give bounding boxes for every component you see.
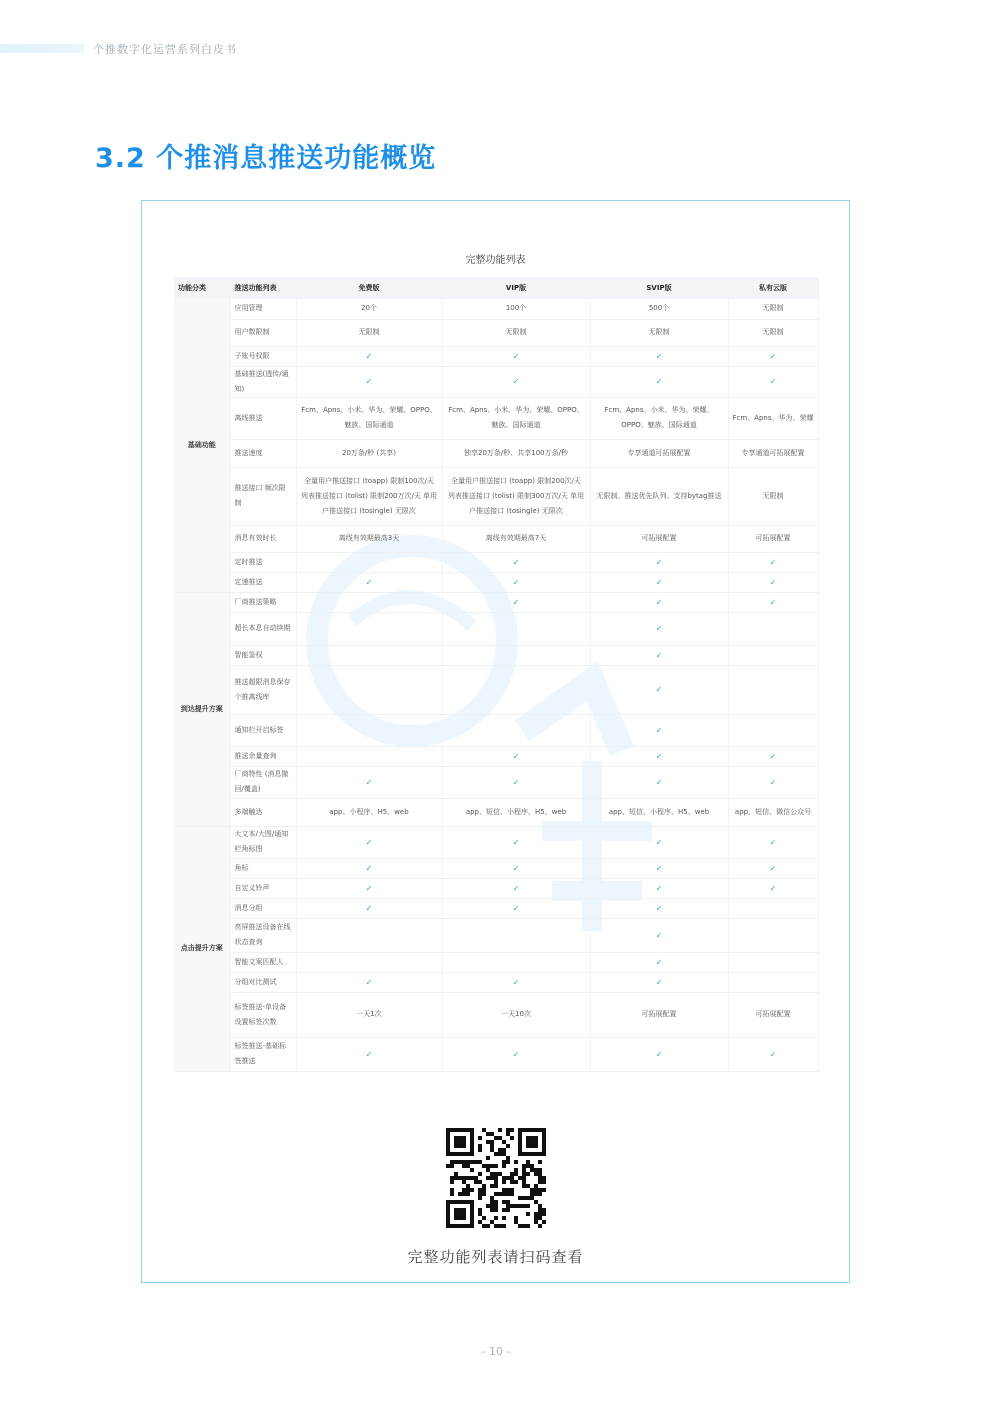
feature-name: 超长本息自动续期: [230, 612, 296, 645]
check-icon: ✓: [728, 746, 818, 766]
value-cell: [728, 952, 818, 972]
value-cell: [296, 592, 442, 612]
table-row: [174, 878, 818, 898]
section-title: 3.2 个推消息推送功能概览: [95, 143, 437, 174]
value-cell: [728, 972, 818, 992]
check-icon: ✓: [728, 858, 818, 878]
check-icon: ✓: [590, 746, 728, 766]
table-title: 完整功能列表: [465, 255, 526, 266]
check-icon: ✓: [442, 552, 590, 572]
check-icon: ✓: [590, 552, 728, 572]
column-header: VIP版: [442, 277, 590, 299]
value-cell: 100个: [442, 299, 590, 319]
check-icon: ✓: [728, 1037, 818, 1071]
check-icon: ✓: [590, 878, 728, 898]
value-cell: 无限制: [442, 319, 590, 346]
column-header: 私有云版: [728, 277, 818, 299]
value-cell: [728, 714, 818, 746]
value-cell: 全量用户推送接口 (toapp) 限制200次/天 列表推送接口 (tolist) 限制300万次/天 单用户推送接口 (tosingle) 无限次: [442, 467, 590, 525]
table-row: [174, 918, 818, 952]
check-icon: ✓: [442, 346, 590, 366]
value-cell: [728, 918, 818, 952]
value-cell: [442, 645, 590, 665]
feature-name: 大文本/大图/通知栏角标图: [230, 826, 296, 858]
column-header: 功能分类: [174, 277, 230, 299]
value-cell: [728, 645, 818, 665]
value-cell: 专享通道可拓展配置: [728, 439, 818, 467]
feature-name: 基础推送(透传/通知): [230, 366, 296, 397]
feature-name: 智能鉴权: [230, 645, 296, 665]
feature-name: 消息分组: [230, 898, 296, 918]
check-icon: ✓: [296, 878, 442, 898]
check-icon: ✓: [590, 952, 728, 972]
check-icon: ✓: [296, 972, 442, 992]
category-cell: 点击提升方案: [174, 826, 230, 1071]
feature-name: 角标: [230, 858, 296, 878]
table-row: [174, 665, 818, 714]
table-row: [174, 858, 818, 878]
category-cell: 基础功能: [174, 299, 230, 592]
value-cell: [296, 746, 442, 766]
table-row: [174, 798, 818, 826]
check-icon: ✓: [442, 766, 590, 798]
table-row: [174, 952, 818, 972]
feature-name: 推送接口 频次限制: [230, 467, 296, 525]
value-cell: 无限制: [728, 299, 818, 319]
feature-name: 厂商推送策略: [230, 592, 296, 612]
value-cell: [442, 714, 590, 746]
category-cell: 到达提升方案: [174, 592, 230, 826]
table-row: [174, 746, 818, 766]
feature-table-frame: [141, 200, 850, 1283]
table-row: [174, 467, 818, 525]
check-icon: ✓: [590, 918, 728, 952]
value-cell: Fcm、Apns、华为、荣耀: [728, 397, 818, 439]
check-icon: ✓: [442, 898, 590, 918]
feature-name: 用户数限制: [230, 319, 296, 346]
feature-name: 厂商特性 (消息撤回/覆盖): [230, 766, 296, 798]
column-header: 推送功能列表: [230, 277, 296, 299]
check-icon: ✓: [296, 766, 442, 798]
check-icon: ✓: [728, 592, 818, 612]
table-row: [174, 592, 818, 612]
value-cell: 离线有效期最高3天: [296, 525, 442, 552]
feature-name: 通知栏开启标签: [230, 714, 296, 746]
check-icon: ✓: [296, 826, 442, 858]
check-icon: ✓: [590, 346, 728, 366]
column-header: SVIP版: [590, 277, 728, 299]
feature-name: 自定义铃声: [230, 878, 296, 898]
check-icon: ✓: [442, 1037, 590, 1071]
value-cell: 一天1次: [296, 992, 442, 1037]
value-cell: [296, 612, 442, 645]
check-icon: ✓: [590, 714, 728, 746]
check-icon: ✓: [728, 552, 818, 572]
table-row: [174, 992, 818, 1037]
value-cell: [442, 612, 590, 645]
check-icon: ✓: [590, 826, 728, 858]
check-icon: ✓: [590, 898, 728, 918]
qr-caption: 完整功能列表请扫码查看: [407, 1248, 584, 1266]
table-row: [174, 346, 818, 366]
feature-name: 推送超限消息保存个推离线库: [230, 665, 296, 714]
feature-name: 子账号权限: [230, 346, 296, 366]
value-cell: 可拓展配置: [728, 525, 818, 552]
check-icon: ✓: [442, 746, 590, 766]
value-cell: app、短信、小程序、H5、web: [442, 798, 590, 826]
check-icon: ✓: [728, 826, 818, 858]
value-cell: 无限制: [728, 319, 818, 346]
feature-name: 智能文案匹配人: [230, 952, 296, 972]
value-cell: 专享通道可拓展配置: [590, 439, 728, 467]
value-cell: 20万条/秒 (共享): [296, 439, 442, 467]
header-accent-bar: [0, 44, 84, 53]
table-row: [174, 1037, 818, 1071]
value-cell: 离线有效期最高7天: [442, 525, 590, 552]
table-row: [174, 572, 818, 592]
check-icon: ✓: [728, 878, 818, 898]
value-cell: Fcm、Apns、小米、华为、荣耀、OPPO、魅族、国际通道: [296, 397, 442, 439]
value-cell: [296, 714, 442, 746]
table-row: [174, 552, 818, 572]
check-icon: ✓: [442, 858, 590, 878]
value-cell: 无限制: [728, 467, 818, 525]
value-cell: 500个: [590, 299, 728, 319]
check-icon: ✓: [728, 366, 818, 397]
value-cell: 20个: [296, 299, 442, 319]
value-cell: app、短信、小程序、H5、web: [590, 798, 728, 826]
value-cell: 可拓展配置: [728, 992, 818, 1037]
value-cell: Fcm、Apns、小米、华为、荣耀、OPPO、魅族、国际通道: [442, 397, 590, 439]
check-icon: ✓: [590, 665, 728, 714]
check-icon: ✓: [442, 826, 590, 858]
check-icon: ✓: [590, 572, 728, 592]
value-cell: 可拓展配置: [590, 525, 728, 552]
value-cell: 无限制、推送优先队列、支持bytag推送: [590, 467, 728, 525]
check-icon: ✓: [442, 972, 590, 992]
table-row: [174, 299, 818, 319]
table-row: [174, 612, 818, 645]
feature-name: 推送余量查询: [230, 746, 296, 766]
feature-name: 应用管理: [230, 299, 296, 319]
check-icon: ✓: [590, 858, 728, 878]
check-icon: ✓: [728, 346, 818, 366]
table-header-row: [174, 277, 818, 299]
value-cell: [442, 952, 590, 972]
value-cell: 无限制: [590, 319, 728, 346]
check-icon: ✓: [590, 592, 728, 612]
value-cell: [296, 665, 442, 714]
check-icon: ✓: [590, 766, 728, 798]
table-row: [174, 366, 818, 397]
check-icon: ✓: [296, 858, 442, 878]
feature-name: 定时推送: [230, 552, 296, 572]
check-icon: ✓: [590, 366, 728, 397]
value-cell: [728, 665, 818, 714]
value-cell: app、小程序、H5、web: [296, 798, 442, 826]
value-cell: [296, 645, 442, 665]
table-row: [174, 397, 818, 439]
value-cell: 全量用户推送接口 (toapp) 限制100次/天 列表推送接口 (tolist) 限制200万次/天 单用户推送接口 (tosingle) 无限次: [296, 467, 442, 525]
qr-code[interactable]: [446, 1128, 546, 1228]
feature-name: 标签推送-基础标签推送: [230, 1037, 296, 1071]
table-row: [174, 898, 818, 918]
feature-name: 标签推送-单设备设置标签次数: [230, 992, 296, 1037]
check-icon: ✓: [590, 972, 728, 992]
check-icon: ✓: [728, 766, 818, 798]
feature-name: 消息有效时长: [230, 525, 296, 552]
value-cell: [296, 918, 442, 952]
check-icon: ✓: [728, 572, 818, 592]
check-icon: ✓: [296, 1037, 442, 1071]
value-cell: Fcm、Apns、小米、华为、荣耀、OPPO、魅族、国际通道: [590, 397, 728, 439]
table-row: [174, 439, 818, 467]
check-icon: ✓: [442, 592, 590, 612]
check-icon: ✓: [590, 1037, 728, 1071]
feature-name: 推送速度: [230, 439, 296, 467]
feature-comparison-table: [174, 277, 819, 1072]
table-row: [174, 714, 818, 746]
table-row: [174, 972, 818, 992]
check-icon: ✓: [442, 572, 590, 592]
feature-name: 亮屏推送设备在线状态查询: [230, 918, 296, 952]
value-cell: 独享20万条/秒、共享100万条/秒: [442, 439, 590, 467]
check-icon: ✓: [590, 612, 728, 645]
feature-name: 分组对比测试: [230, 972, 296, 992]
value-cell: app、短信、微信公众号: [728, 798, 818, 826]
value-cell: [442, 918, 590, 952]
table-row: [174, 826, 818, 858]
check-icon: ✓: [296, 898, 442, 918]
check-icon: ✓: [442, 878, 590, 898]
feature-name: 离线推送: [230, 397, 296, 439]
check-icon: ✓: [296, 346, 442, 366]
feature-name: 定速推送: [230, 572, 296, 592]
page-number: - 10 -: [481, 1345, 511, 1358]
check-icon: ✓: [442, 366, 590, 397]
table-row: [174, 645, 818, 665]
table-row: [174, 319, 818, 346]
check-icon: ✓: [296, 572, 442, 592]
table-row: [174, 525, 818, 552]
value-cell: 无限制: [296, 319, 442, 346]
value-cell: [296, 552, 442, 572]
column-header: 免费版: [296, 277, 442, 299]
check-icon: ✓: [590, 645, 728, 665]
running-title: 个推数字化运营系列白皮书: [93, 43, 237, 56]
value-cell: [442, 665, 590, 714]
value-cell: [728, 898, 818, 918]
check-icon: ✓: [296, 366, 442, 397]
value-cell: [296, 952, 442, 972]
table-row: [174, 766, 818, 798]
value-cell: 可拓展配置: [590, 992, 728, 1037]
value-cell: [728, 612, 818, 645]
value-cell: 一天10次: [442, 992, 590, 1037]
feature-name: 多端触达: [230, 798, 296, 826]
